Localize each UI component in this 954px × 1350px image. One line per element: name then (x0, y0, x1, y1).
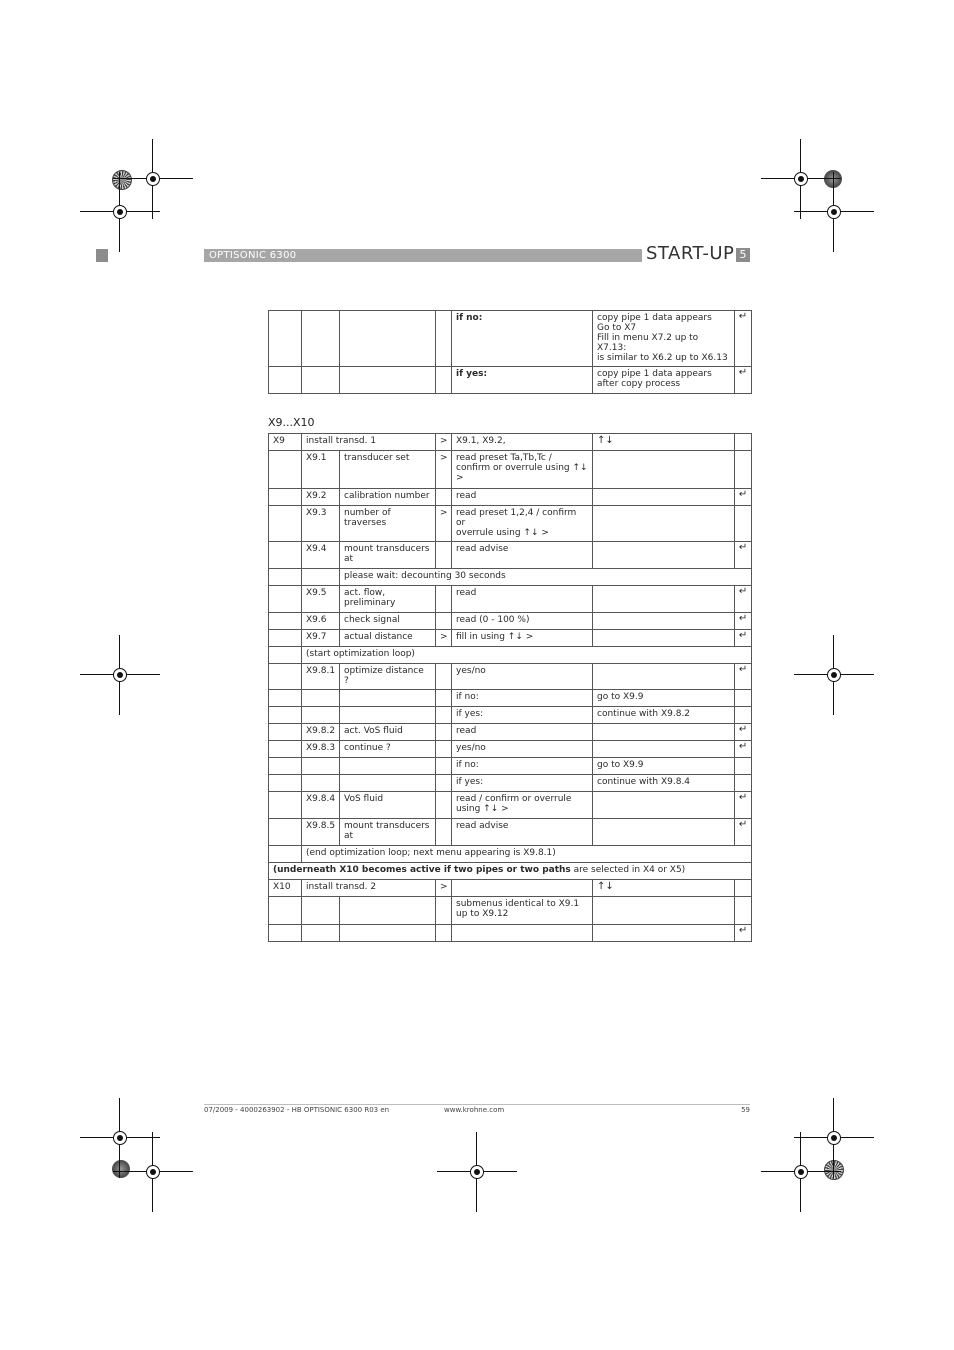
table-row: if no: go to X9.9 (269, 690, 752, 707)
table-row: X9.1 transducer set > read preset Ta,Tb,Tc / confirm or overrule using ↑↓ > (269, 451, 752, 489)
note-cell: (underneath X10 becomes active if two pipes or two paths are selected in X4 or X5) (269, 863, 752, 880)
table-row (269, 863, 752, 880)
product-name: OPTISONIC 6300 (209, 250, 297, 261)
return-key-icon: ↵ (735, 819, 752, 846)
next-arrow: > (436, 630, 452, 647)
return-key-icon: ↵ (735, 489, 752, 506)
next-arrow: > (436, 434, 452, 451)
menu-table (268, 433, 752, 942)
crosshair-registration-mark-icon (761, 1132, 841, 1212)
table-row: X10 install transd. 2 > ↑↓ (269, 880, 752, 897)
table-row: X9.2 calibration number read ↵ (269, 489, 752, 506)
return-key-icon: ↵ (735, 367, 752, 394)
table-row: X9.7 actual distance > fill in using ↑↓ > ↵ (269, 630, 752, 647)
table-row: if yes: continue with X9.8.2 (269, 707, 752, 724)
footer-website-link[interactable]: www.krohne.com (444, 1106, 505, 1114)
table-row: X9.8.2 act. VoS fluid read ↵ (269, 724, 752, 741)
page-number: 59 (741, 1106, 750, 1114)
return-key-icon: ↵ (735, 792, 752, 819)
footer-doc-id: 07/2009 - 4000263902 - HB OPTISONIC 6300 R03 en (204, 1106, 390, 1114)
table-row (269, 311, 752, 367)
next-arrow: > (436, 451, 452, 489)
table-caption: X9...X10 (268, 416, 315, 429)
return-key-icon: ↵ (735, 724, 752, 741)
table-row: if no: go to X9.9 (269, 758, 752, 775)
return-key-icon: ↵ (735, 586, 752, 613)
table-row (269, 367, 752, 394)
table-row: X9.8.4 VoS fluid read / confirm or overrule using ↑↓ > ↵ (269, 792, 752, 819)
return-key-icon: ↵ (735, 311, 752, 367)
up-down-arrows-icon: ↑↓ (593, 880, 735, 897)
crosshair-registration-mark-icon (80, 635, 160, 715)
section-number-badge: 5 (736, 248, 750, 262)
return-key-icon: ↵ (735, 542, 752, 569)
continuation-table (268, 310, 752, 394)
table-row: please wait: decounting 30 seconds (269, 569, 752, 586)
table-row: X9.5 act. flow, preliminary read ↵ (269, 586, 752, 613)
condition-cell: if no: (452, 311, 593, 367)
return-key-icon: ↵ (735, 925, 752, 942)
next-arrow: > (436, 506, 452, 542)
table-row: X9.6 check signal read (0 - 100 %) ↵ (269, 613, 752, 630)
table-row (269, 925, 752, 942)
return-key-icon: ↵ (735, 664, 752, 690)
table-row: X9.8.5 mount transducers at read advise ↵ (269, 819, 752, 846)
result-cell: copy pipe 1 data appears Go to X7 Fill in menu X7.2 up to X7.13: is similar to X6.2 up to X6.13 (593, 311, 735, 367)
return-key-icon: ↵ (735, 741, 752, 758)
table-row: X9 install transd. 1 > X9.1, X9.2, ↑↓ (269, 434, 752, 451)
table-row: submenus identical to X9.1 up to X9.12 (269, 897, 752, 925)
condition-cell: if yes: (452, 367, 593, 394)
table-row: (end optimization loop; next menu appearing is X9.8.1) (269, 846, 752, 863)
up-down-arrows-icon: ↑↓ (593, 434, 735, 451)
header-marker (96, 249, 108, 262)
table-row: X9.8.3 continue ? yes/no ↵ (269, 741, 752, 758)
return-key-icon: ↵ (735, 630, 752, 647)
crosshair-registration-mark-icon (794, 172, 874, 252)
next-arrow: > (436, 880, 452, 897)
table-row: if yes: continue with X9.8.4 (269, 775, 752, 792)
table-row: X9.4 mount transducers at read advise ↵ (269, 542, 752, 569)
table-row: X9.3 number of traverses > read preset 1,2,4 / confirm or overrule using ↑↓ > (269, 506, 752, 542)
table-row: (start optimization loop) (269, 647, 752, 664)
result-cell: copy pipe 1 data appears after copy process (593, 367, 735, 394)
section-title: START-UP (646, 243, 735, 264)
crosshair-registration-mark-icon (794, 635, 874, 715)
footer-divider (204, 1104, 750, 1105)
crosshair-registration-mark-icon (113, 1132, 193, 1212)
table-row: X9.8.1 optimize distance ? yes/no ↵ (269, 664, 752, 690)
crosshair-registration-mark-icon (80, 172, 160, 252)
return-key-icon: ↵ (735, 613, 752, 630)
crosshair-registration-mark-icon (437, 1132, 517, 1212)
